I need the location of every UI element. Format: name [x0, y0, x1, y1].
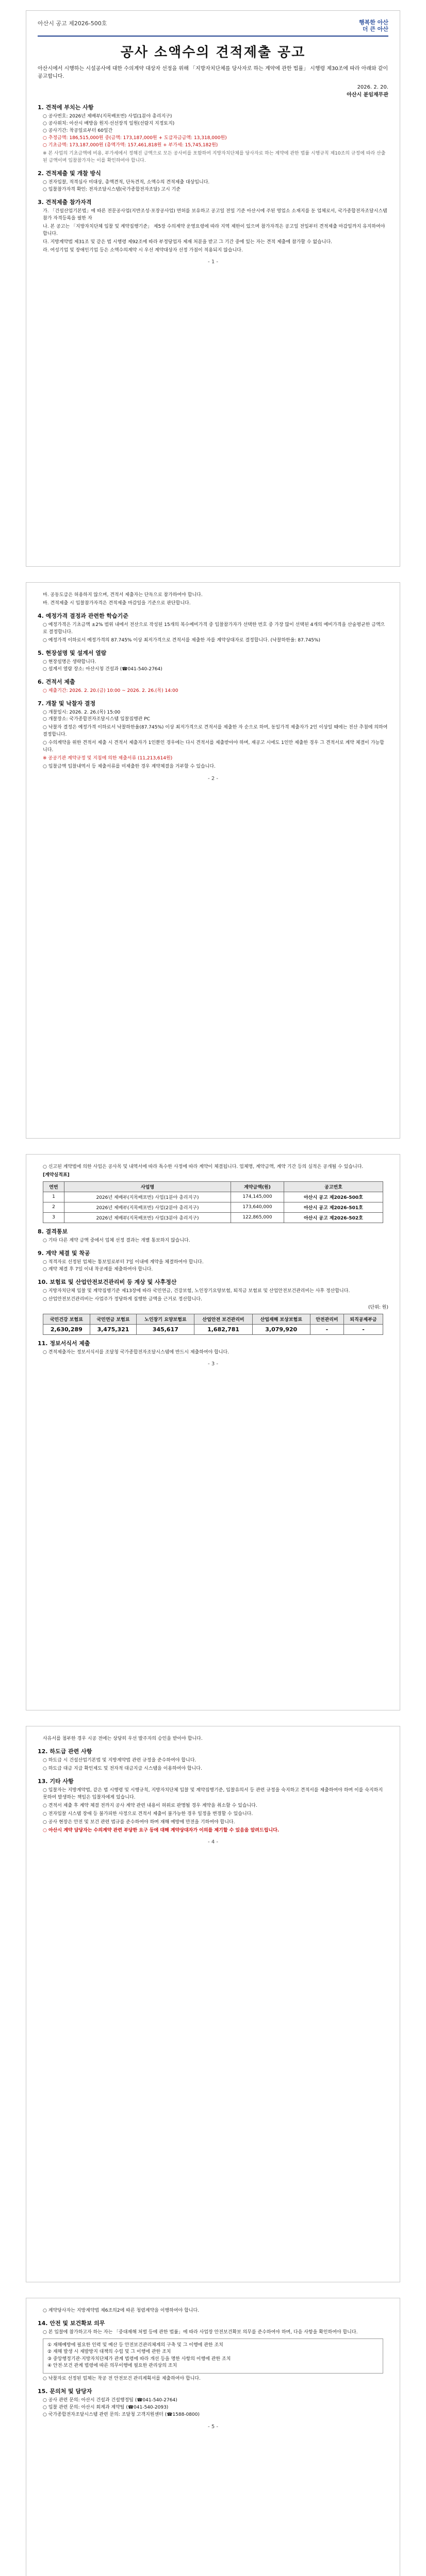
section-8	[38, 1227, 388, 1245]
paragraph: ○ 본 입찰에 참가하고자 하는 자는 「중대재해 처벌 등에 관한 법률」에 따라 사업장 안전보건확보 의무를 준수하여야 하며, 다음 사항을 확인하여야 합니다.	[43, 2329, 358, 2335]
table-cell: 아산시 공고 제2026-502호	[284, 1212, 383, 1223]
column-header: 안전관리비	[310, 1314, 343, 1324]
section-heading: 10. 보험료 및 산업안전보건관리비 등 계상 및 사후정산	[38, 1278, 177, 1285]
intro-text: 아산시에서 시행하는 시설공사에 대한 수의계약 대상자 선정을 위해 「지방자치단체를 당사자로 하는 계약에 관한 법률」 시행령 제30조에 따라 아래와 같이 공고합니다.	[38, 66, 388, 80]
list-item: ③ 중앙행정기관·지방자치단체가 관계 법령에 따라 개선 등을 명한 사항의 이행에 관한 조치	[47, 2356, 231, 2362]
paragraph: ○ 하도급 대금 지급 확인제도 및 전자적 대금지급 시스템을 이용하여야 합니다.	[43, 1766, 202, 1771]
paragraph: 나. 본 공고는 「지방자치단체 입찰 및 계약집행기준」 제5장 수의계약 운영요령에 따라 지역 제한이 있으며 참가자격은 공고일 전일부터 견적제출 마감일까지 유지하여야 합니다.	[43, 224, 385, 236]
section-heading: 11. 정보서식서 제출	[38, 1340, 90, 1347]
list-item: ② 재해 발생 시 재발방지 대책의 수립 및 그 이행에 관한 조치	[47, 2349, 171, 2355]
insurance-table-wrap	[43, 1314, 383, 1335]
paragraph: 가. 「건설산업기본법」에 따른 전문공사업(지반조성·포장공사업) 면허를 보유하고 공고일 전일 기준 아산시에 주된 영업소 소재지를 둔 업체로서, 국가종합전자조달시스템 참가 자격등록을 필한 자	[43, 208, 387, 221]
table-header-row	[43, 1181, 383, 1192]
section-heading: 12. 하도급 관련 사항	[38, 1748, 92, 1755]
list-item: ① 재해예방에 필요한 인력 및 예산 등 안전보건관리체계의 구축 및 그 이행에 관한 조치	[47, 2342, 223, 2348]
table-cell: 1	[43, 1192, 64, 1202]
list-item: ○ 기초금액: 173,187,000원 (총액가액: 157,461,818원 + 부가세: 15,745,182원)	[43, 143, 218, 148]
table-cell: 2026년 제배부(지목배포번) 사업(3분야 총리지구)	[64, 1212, 231, 1223]
section-2	[38, 169, 388, 194]
section-11	[38, 1339, 388, 1357]
paragraph: 사유서를 첨부한 경우 시공 전에는 상당히 우선 발주자의 승인을 받아야 합니다.	[43, 1736, 203, 1741]
paragraph: ○ 예정가격은 기초금액 ±2% 범위 내에서 전산으로 작성된 15개의 복수예비가격 중 입찰참가자가 선택한 번호 중 가장 많이 선택된 4개의 예비가격을 산술평균한 금액으로 결정합니다.	[43, 622, 385, 635]
column-header: 사업명	[64, 1181, 231, 1192]
table-row	[43, 1324, 383, 1334]
page-number: - 4 -	[208, 1839, 218, 1845]
highlight-text: ○ 아산시 계약 담당자는 수의계약 관련 부당한 요구 등에 대해 계약상대자가 이의를 제기할 수 있음을 알려드립니다.	[43, 1827, 280, 1833]
paragraph: ○ 전자입찰 시스템 장애 등 불가피한 사정으로 견적서 제출이 불가능한 경우 일정을 변경할 수 있습니다.	[43, 1811, 253, 1817]
list-item: ○ 개찰일시: 2026. 2. 26.(목) 15:00	[43, 709, 121, 715]
list-item: ○ 국가종합전자조달시스템 관련 문의: 조달청 고객지원센터 (☎1588-0800)	[43, 2412, 200, 2417]
table-cell: 아산시 공고 제2026-501호	[284, 1202, 383, 1212]
page-2	[26, 582, 400, 1139]
table-cell: 3	[43, 1212, 64, 1223]
column-header: 산업안전 보건관리비	[194, 1314, 252, 1324]
table-cell: 122,865,000	[231, 1212, 284, 1223]
table-cell: 345,617	[137, 1324, 194, 1334]
document-number: 아산시 공고 제2026-500호	[38, 20, 107, 27]
header-bar	[38, 19, 388, 37]
highlight-text: ※ 공공기관 계약규정 및 지침에 의한 제출서류 (11,213,614원)	[43, 756, 173, 761]
paragraph: ○ 낙찰자 결정은 예정가격 이하로서 낙찰하한율(87.745%) 이상 최저가격으로 견적서를 제출한 자 순으로 하며, 동일가격 제출자가 2인 이상일 때에는 전산 추첨에 의하여 결정합니다.	[43, 725, 388, 738]
date-agency	[38, 83, 388, 99]
city-logo	[359, 19, 388, 32]
table-row	[43, 1202, 383, 1212]
section-7	[38, 699, 388, 771]
table-unit: (단위: 원)	[368, 1304, 388, 1310]
paragraph: ○ 공사 현장은 안전 및 보건 관련 법규를 준수하여야 하며 재해 예방에 만전을 기하여야 합니다.	[43, 1819, 235, 1825]
paragraph: ○ 견적서 제출 후 계약 체결 전까지 공사 계약 관련 내용이 허위로 판명될 경우 계약을 취소할 수 있습니다.	[43, 1803, 257, 1808]
paragraph: 바. 견적제출 시 입찰참가자격은 견적제출 마감일을 기준으로 판단합니다.	[43, 600, 191, 606]
paragraph: 마. 공동도급은 허용하지 않으며, 견적서 제출자는 단독으로 참가하여야 합니다.	[43, 592, 203, 598]
section-heading: 5. 현장설명 및 설계서 열람	[38, 649, 107, 656]
list-item: ○ 적격자로 선정된 업체는 통보일로부터 7일 이내에 계약을 체결하여야 합니다.	[43, 1259, 204, 1265]
column-header: 국민연금 보험료	[90, 1314, 137, 1324]
column-header: 계약금액(원)	[231, 1181, 284, 1192]
page-3	[26, 1154, 400, 1710]
list-item: ○ 계약 체결 후 7일 이내 착공계를 제출하여야 합니다.	[43, 1266, 153, 1272]
column-header: 산업재해 보상보험료	[252, 1314, 310, 1324]
paragraph: ○ 입찰자는 지방계약법, 같은 법 시행령 및 시행규칙, 지방자치단체 입찰 및 계약집행기준, 입찰유의서 등 관련 규정을 숙지하고 견적서를 제출하여야 하며 이를 숙지하지 못하여 발생하는 책임은 입찰자에게 있습니다.	[43, 1787, 383, 1800]
contract-table	[43, 1181, 383, 1223]
contract-table-wrap	[43, 1181, 383, 1223]
notice-date: 2026. 2. 20.	[357, 84, 388, 91]
list-item: ④ 안전·보건 관계 법령에 따른 의무이행에 필요한 관리상의 조치	[47, 2363, 177, 2369]
paragraph: ○ 신고된 계약법에 의한 사업은 공사목 및 내역서에 따라 특수한 사정에 따라 계약이 체결됩니다. 업체명, 계약금액, 계약 기간 등의 실적은 공개될 수 있습니다.	[43, 1164, 364, 1170]
section-4	[38, 612, 388, 645]
agency-name: 아산시 분임재무관	[347, 92, 388, 98]
list-item: ○ 제출기간: 2026. 2. 20.(금) 10:00 ~ 2026. 2. 26.(목) 14:00	[43, 688, 178, 693]
insurance-table	[43, 1314, 383, 1335]
section-13	[38, 1777, 388, 1835]
list-item: ○ 공사 관련 문의: 아산시 건설과 건설행정팀 (☎041-540-2764)	[43, 2397, 177, 2403]
table-header-row	[43, 1314, 383, 1324]
table-cell: 3,079,920	[252, 1324, 310, 1334]
paragraph: ○ 수의계약을 위한 견적서 제출 시 견적서 제출자가 1인뿐인 경우에는 다시 견적서를 제출받아야 하며, 재공고 시에도 1인만 제출한 경우 그 견적서로 계약 체결이 가능합니다.	[43, 740, 384, 753]
section-10	[38, 1278, 388, 1335]
paragraph: ○ 하도급 시 건설산업기본법 및 지방계약법 관련 규정을 준수하여야 합니다.	[43, 1757, 196, 1763]
page-number: - 5 -	[208, 2424, 218, 2430]
table-cell: 2026년 제배부(지목배포번) 사업(1분야 총리지구)	[64, 1192, 231, 1202]
list-item: ○ 개찰장소: 국가종합전자조달시스템 입찰집행관 PC	[43, 717, 150, 722]
section-heading: 4. 예정가격 결정과 관련한 학습기준	[38, 612, 128, 619]
paragraph: ○ 예정가격 이하로서 예정가격의 87.745% 이상 최저가격으로 견적서를 제출한 자를 계약상대자로 결정합니다. (낙찰하한율: 87.745%)	[43, 637, 320, 643]
section-heading: 1. 견적에 부치는 사항	[38, 104, 94, 111]
paragraph: 다. 지방계약법 제31조 및 같은 법 시행령 제92조에 따라 부정당업자 제재 처분을 받고 그 기간 중에 있는 자는 견적 제출에 참가할 수 없습니다.	[43, 239, 333, 245]
section-heading: 6. 견적서 제출	[38, 678, 75, 685]
paragraph: 라. 여성기업 및 장애인기업 등은 소액수의계약 시 우선 계약대상자 선정 가점이 적용되지 않습니다.	[43, 247, 243, 253]
paragraph: ○ 낙찰자로 선정된 업체는 착공 전 안전보건 관리계획서를 제출하여야 합니다.	[43, 2376, 201, 2381]
table-cell: 1,682,781	[194, 1324, 252, 1334]
page-number: - 1 -	[208, 259, 218, 265]
section-6	[38, 677, 388, 695]
page-number: - 2 -	[208, 776, 218, 782]
logo-line-2: 더 큰 아산	[362, 26, 388, 33]
section-heading: 3. 견적제출 참가자격	[38, 198, 92, 206]
logo-line-1: 행복한 아산	[359, 19, 388, 26]
list-item: ○ 공사위치: 아산시 배방읍 원지·선선장직 일원(선람지 지정토지)	[43, 121, 175, 127]
table-cell: 2,630,289	[43, 1324, 90, 1334]
section-heading: 7. 개찰 및 낙찰자 결정	[38, 700, 96, 707]
list-item: ○ 설계서 열람 장소: 아산시청 건설과 (☎041-540-2764)	[43, 666, 162, 672]
table-caption: [계약실적표]	[43, 1172, 70, 1178]
section-12	[38, 1747, 388, 1773]
paragraph: ○ 산업안전보건관리비는 사업주가 정당하게 집행한 금액을 근거로 정산합니다.	[43, 1296, 202, 1302]
table-cell: 2026년 제배부(지목배포번) 사업(2분야 총리지구)	[64, 1202, 231, 1212]
table-cell: -	[344, 1324, 383, 1334]
section-3	[38, 198, 388, 255]
section-heading: 15. 문의처 및 담당자	[38, 2387, 92, 2395]
table-cell: 2	[43, 1202, 64, 1212]
page-5	[26, 2298, 400, 2576]
list-item: ○ 공사기간: 착공일로부터 60일간	[43, 128, 113, 134]
list-item: ○ 전자입찰, 적격심사 미대상, 총액견적, 단독견적, 소액수의 견적제출 대상입니다.	[43, 179, 210, 185]
section-15	[38, 2387, 388, 2419]
column-header: 노인장기 요양보험료	[137, 1314, 194, 1324]
list-item: ○ 입찰참가자격 확인: 전자조달시스템(국가종합전자조달) 고시 기준	[43, 187, 181, 192]
list-item: ○ 추정금액: 186,515,000원 중(금액: 173,187,000원 + 도급자금금액: 13,318,000원)	[43, 135, 227, 141]
list-item: ○ 기타 다른 계약 금액 중에서 업체 선정 결과는 개별 통보하지 않습니다.	[43, 1238, 190, 1243]
page-title: 공사 소액수의 견적제출 공고	[120, 45, 306, 61]
section-heading: 14. 안전 및 보건확보 의무	[38, 2319, 105, 2327]
paragraph: ○ 계약당사자는 지방계약법 제6조의2에 따른 청렴계약을 이행하여야 합니다.	[43, 2308, 200, 2313]
table-cell: 3,475,321	[90, 1324, 137, 1334]
section-heading: 8. 결격통보	[38, 1228, 68, 1235]
table-cell: 아산시 공고 제2026-500호	[284, 1192, 383, 1202]
paragraph: ○ 입찰금액 입찰내역서 등 제출서류를 미제출한 경우 계약체결을 거부할 수 있습니다.	[43, 764, 216, 770]
table-cell: -	[310, 1324, 343, 1334]
section-heading: 13. 기타 사항	[38, 1777, 74, 1785]
column-header: 퇴직공제부금	[344, 1314, 383, 1324]
table-row	[43, 1192, 383, 1202]
list-item: ○ 공사번호: 2026년 제배부(지목배포번) 사업(1분야 총리지구)	[43, 114, 172, 120]
paragraph: ○ 지방자치단체 입찰 및 계약집행기준 제13장에 따라 국민연금, 건강보험, 노인장기요양보험, 퇴직금 보험료 및 산업안전보건관리비는 사후 정산합니다.	[43, 1288, 350, 1294]
list-item: ○ 입찰 관련 문의: 아산시 회계과 계약팀 (☎041-540-2093)	[43, 2404, 169, 2410]
section-heading: 9. 계약 체결 및 착공	[38, 1249, 90, 1257]
note-text: ※ 본 사업의 기초금액에 비용, 부가세에서 정해진 금액으로 모든 공사비를 포함하여 지방자치단체를 당사자로 하는 계약에 관한 법률 시행규칙 제10조의 규정에 따라 산출된 금액이며 입찰참가자는 이를 확인하여야 합니다.	[43, 151, 386, 163]
column-header: 국민건강 보험료	[43, 1314, 90, 1324]
section-heading: 2. 견적제출 및 개찰 방식	[38, 170, 101, 177]
section-1	[38, 103, 388, 165]
section-9	[38, 1249, 388, 1274]
safety-box	[43, 2338, 383, 2374]
page-number: - 3 -	[208, 1361, 218, 1367]
page-4	[26, 1726, 400, 2282]
list-item: ○ 현장설명은 생략합니다.	[43, 659, 96, 665]
column-header: 연번	[43, 1181, 64, 1192]
table-row	[43, 1212, 383, 1223]
table-cell: 173,640,000	[231, 1202, 284, 1212]
column-header: 공고번호	[284, 1181, 383, 1192]
section-14	[38, 2319, 388, 2383]
table-cell: 174,145,000	[231, 1192, 284, 1202]
page-1	[26, 10, 400, 567]
section-5	[38, 649, 388, 673]
list-item: ○ 견적제출자는 정보서식서를 조달청 국가종합전자조달시스템에 반드시 제출하여야 합니다.	[43, 1349, 230, 1355]
